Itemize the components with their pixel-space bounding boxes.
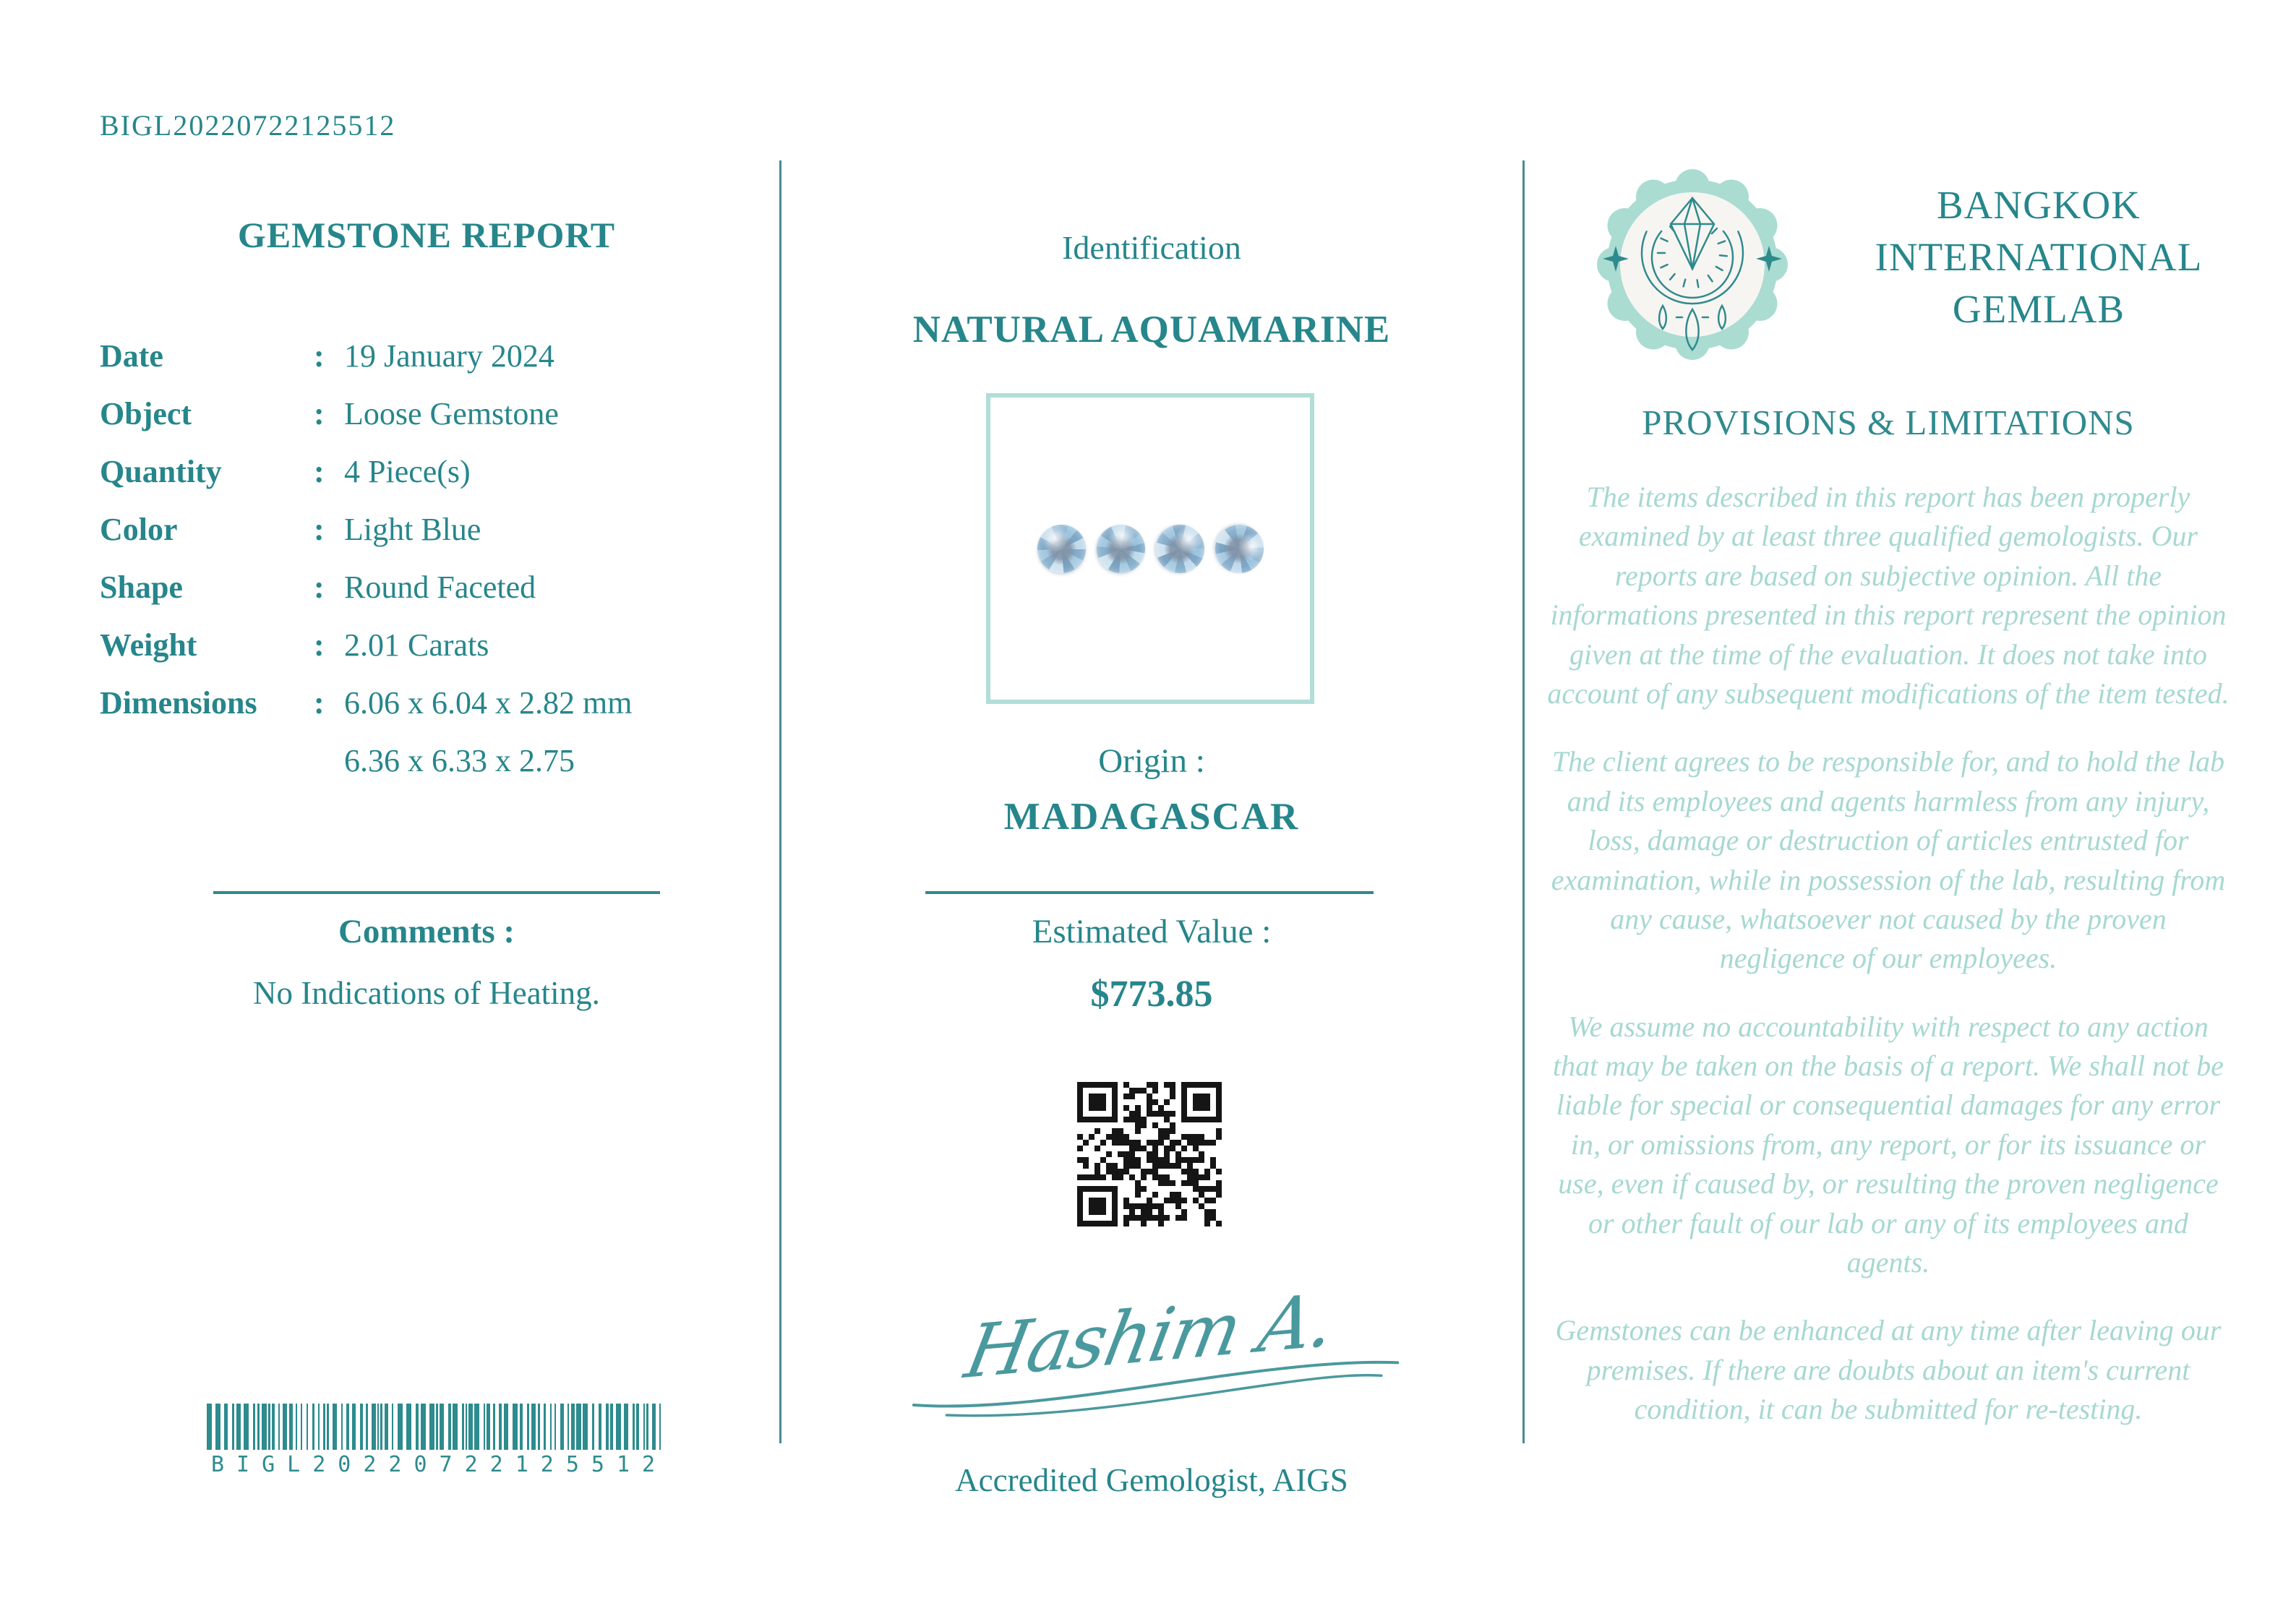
provisions-paragraph: The items described in this report has been properly examined by at least three qualified gemologists. Our reports are based on subjective opinion. All the informations presented in this report represent the opinion given at the time of the evaluation. It does not take into account of any subsequent modifications of the item tested. <box>1547 481 2229 710</box>
gemologist-signature <box>849 1268 1454 1440</box>
gemstone-photo-2 <box>1087 515 1155 583</box>
barcode-bars <box>207 1404 669 1450</box>
field-row-weight <box>100 616 758 674</box>
barcode-text: BIGL20220722125512 <box>211 1452 668 1477</box>
signature-name: Hashim A. <box>959 1276 1342 1396</box>
field-colon: : <box>314 684 325 721</box>
field-value: 6.36 x 6.33 x 2.75 <box>344 742 575 778</box>
field-label: Date <box>100 338 163 374</box>
field-colon: : <box>314 511 325 547</box>
lab-name-line: BANGKOK <box>1937 183 2141 227</box>
field-value: Light Blue <box>344 511 481 547</box>
barcode <box>207 1404 669 1477</box>
provisions-paragraph: The client agrees to be responsible for, and to hold the lab and its employees and agents harmless from any injury, loss, damage or destruction of articles entrusted for examination, while in possession of the lab, resulting from any cause, whatsoever not caused by the proven negligence of our employees. <box>1551 745 2226 975</box>
field-row-shape <box>100 558 758 616</box>
field-value: Loose Gemstone <box>344 395 559 431</box>
field-label: Shape <box>100 569 183 605</box>
gemstone-photo-1 <box>1037 525 1086 573</box>
report-number: BIGL20220722125512 <box>100 109 396 142</box>
provisions-paragraph: We assume no accountability with respect to any action that may be taken on the basis of a report. We shall not be liable for special or consequential damages for any error in, or omissions from, any report, or for its issuance or use, even if caused by, or resulting the proven negligence or other fault of our lab or any of its employees and agents. <box>1552 1010 2224 1279</box>
field-colon: : <box>314 627 325 663</box>
comments-label: Comments : <box>338 913 515 950</box>
field-label: Weight <box>100 627 197 663</box>
report-title: GEMSTONE REPORT <box>237 215 616 255</box>
field-row-dimensions-2 <box>100 731 758 789</box>
lab-logo <box>1594 166 1791 363</box>
lab-name <box>1807 179 2270 335</box>
field-row-object <box>100 384 758 442</box>
field-colon: : <box>314 569 325 605</box>
provisions-section <box>1547 402 2229 1458</box>
field-value: 19 January 2024 <box>344 338 554 374</box>
field-label: Color <box>100 511 178 547</box>
field-label: Quantity <box>100 453 222 489</box>
gemologist-credentials: Accredited Gemologist, AIGS <box>955 1462 1348 1498</box>
field-colon: : <box>314 395 325 431</box>
gem-photo-row <box>1037 525 1264 573</box>
field-row-color <box>100 500 758 558</box>
provisions-paragraph: Gemstones can be enhanced at any time after leaving our premises. If there are doubts about an item's current condition, it can be submitted for re-testing. <box>1555 1314 2222 1426</box>
provisions-heading: PROVISIONS & LIMITATIONS <box>1642 403 2135 442</box>
species-name: NATURAL AQUAMARINE <box>912 309 1391 351</box>
identification-heading: Identification <box>1062 229 1241 266</box>
comments-text: No Indications of Heating. <box>253 975 600 1011</box>
estimated-value: $773.85 <box>1090 974 1213 1015</box>
gemstone-photo-3 <box>1150 519 1210 579</box>
gem-photo <box>986 393 1314 704</box>
lab-name-line: GEMLAB <box>1952 287 2125 331</box>
column-divider-right <box>1522 160 1525 1443</box>
field-value: 4 Piece(s) <box>344 453 471 489</box>
value-divider <box>925 891 1374 894</box>
gemstone-photo-4 <box>1208 517 1271 580</box>
lab-name-line: INTERNATIONAL <box>1875 235 2203 279</box>
qr-code <box>1077 1082 1222 1226</box>
field-row-date <box>100 327 758 384</box>
field-row-quantity <box>100 442 758 500</box>
field-row-dimensions <box>100 674 758 731</box>
comments-divider <box>213 891 660 894</box>
field-colon: : <box>314 453 325 489</box>
field-colon: : <box>314 338 325 374</box>
field-value: Round Faceted <box>344 569 536 605</box>
estimated-value-label: Estimated Value : <box>1032 913 1272 950</box>
origin-value: MADAGASCAR <box>1003 796 1300 838</box>
field-label: Dimensions <box>100 684 257 721</box>
origin-label: Origin : <box>1098 742 1205 780</box>
field-value: 6.06 x 6.04 x 2.82 mm <box>344 684 633 721</box>
field-label: Object <box>100 395 192 431</box>
field-value: 2.01 Carats <box>344 627 489 663</box>
report-fields-table <box>100 327 758 789</box>
